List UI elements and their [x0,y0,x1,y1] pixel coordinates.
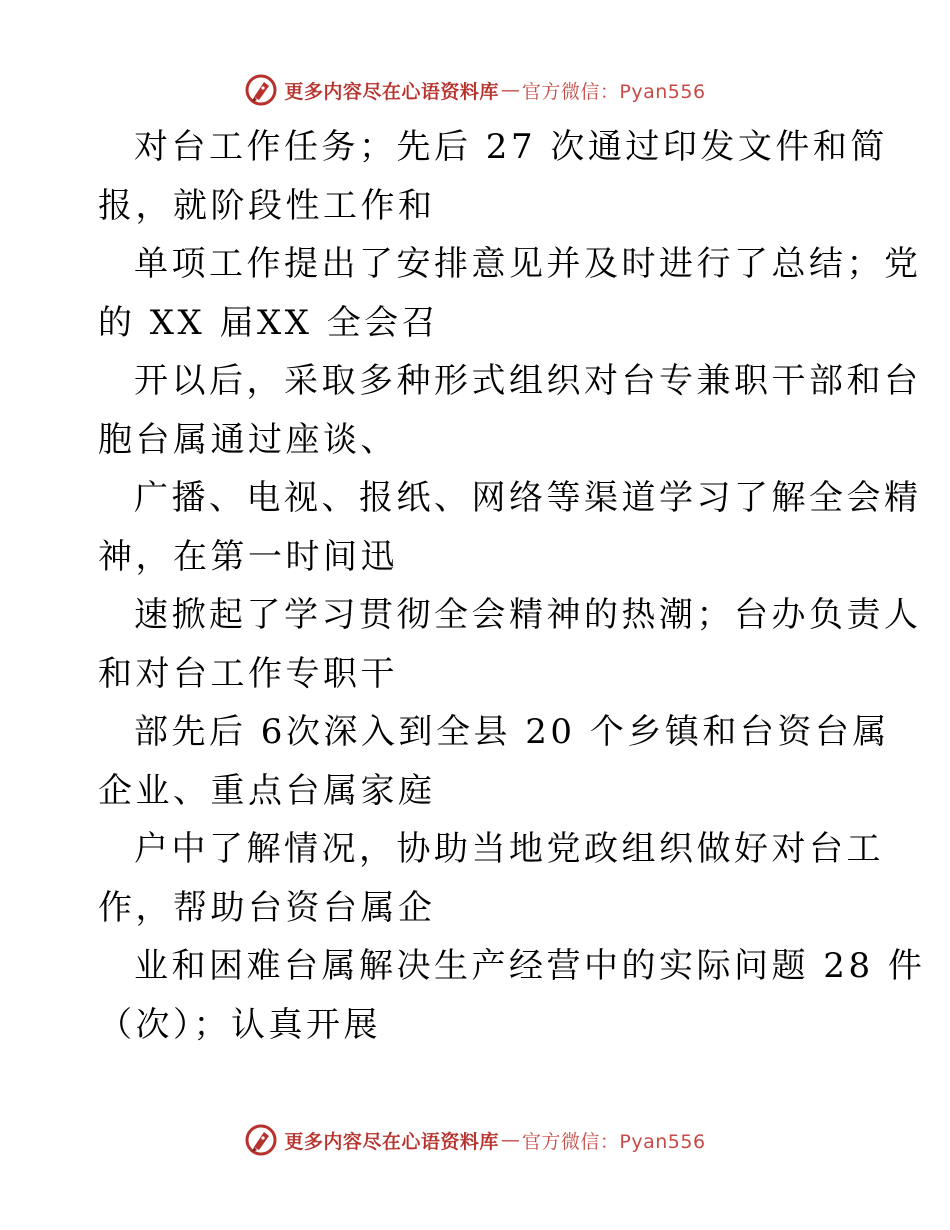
body-line: 速掀起了学习贯彻全会精神的热潮；台办负责人 [134,595,922,635]
body-line: 单项工作提出了安排意见并及时进行了总结；党 [134,244,922,284]
body-line: 对台工作任务；先后 27 次通过印发文件和简 [134,127,888,167]
body-line: （次）；认真开展 [98,1004,381,1045]
body-line: 作，帮助台资台属企 [98,887,436,928]
body-line: 业和困难台属解决生产经营中的实际问题 28 件 [134,946,926,986]
body-line: 开以后，采取多种形式组织对台专兼职干部和台 [134,361,922,401]
body-line: 和对台工作专职干 [98,653,398,694]
header-watermark [0,70,950,110]
watermark-contact: 官方微信：Pyan556 [521,1130,706,1153]
footer-watermark [0,1120,950,1160]
body-line: 胞台属通过座谈、 [98,419,398,460]
watermark-separator: — [500,79,520,101]
body-line: 报，就阶段性工作和 [98,185,436,226]
watermark-separator: — [500,1129,520,1151]
body-line: 企业、重点台属家庭 [98,770,436,811]
pen-nib-logo-icon [244,1123,278,1157]
watermark-contact: 官方微信：Pyan556 [521,80,706,103]
body-line: 广播、电视、报纸、网络等渠道学习了解全会精 [134,478,922,518]
pen-nib-logo-icon [244,73,278,107]
document-body [98,118,926,1054]
body-line: 部先后 6次深入到全县 20 个乡镇和台资台属 [134,712,890,752]
watermark-brand: 更多内容尽在心语资料库 [284,1130,499,1153]
body-line: 的 XX 届XX 全会召 [98,302,440,343]
body-line: 神，在第一时间迅 [98,536,398,577]
watermark-brand: 更多内容尽在心语资料库 [284,80,499,103]
body-line: 户中了解情况，协助当地党政组织做好对台工 [134,829,884,869]
